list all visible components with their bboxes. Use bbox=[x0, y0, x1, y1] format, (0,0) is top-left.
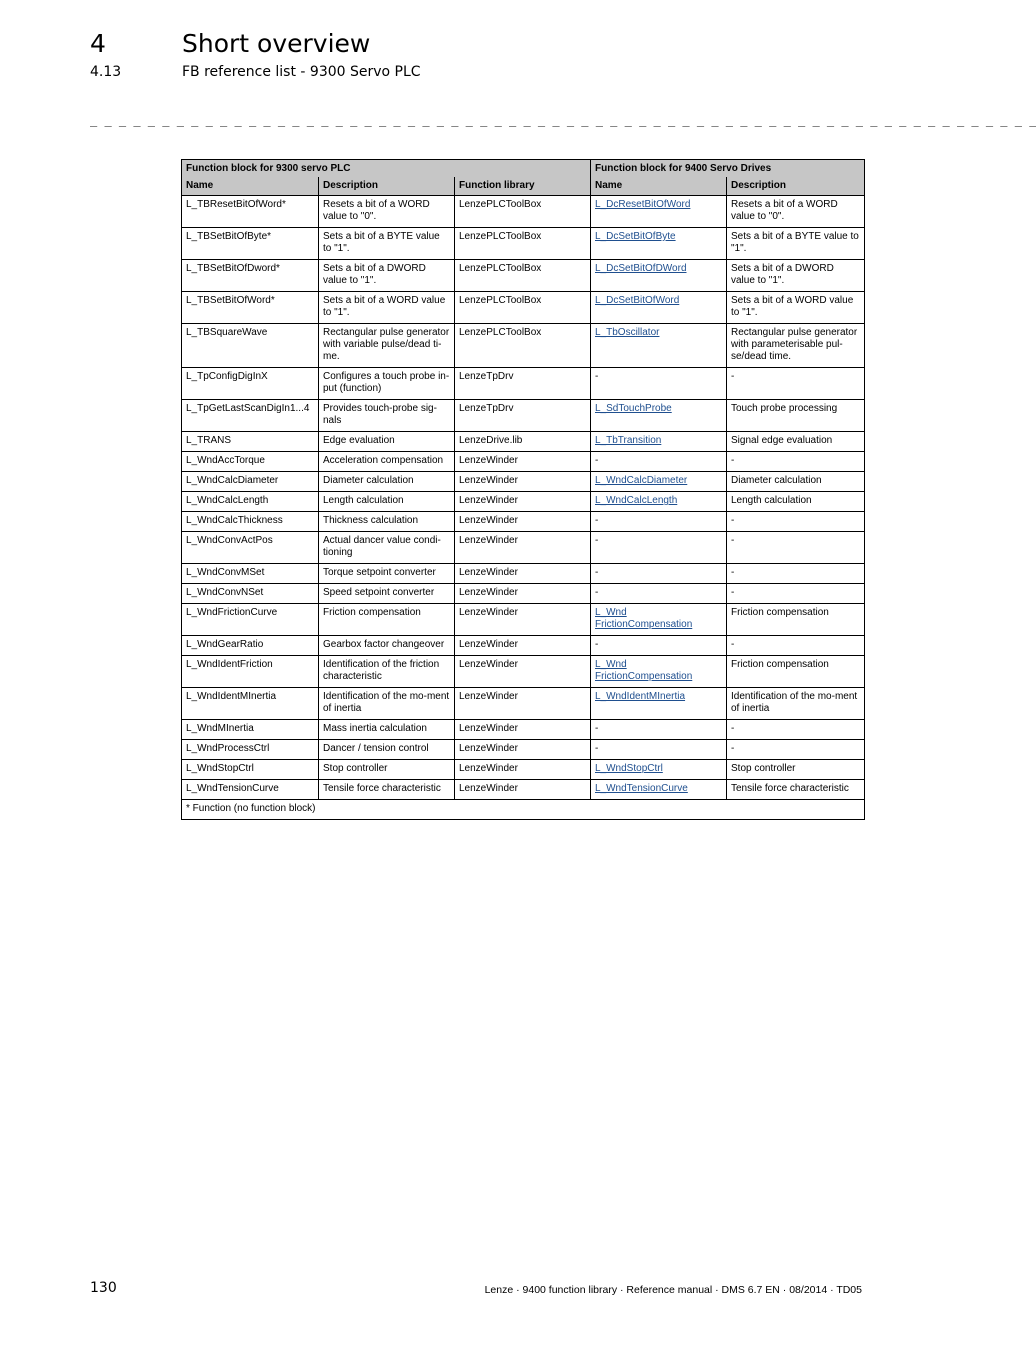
cell-9400-description: Identification of the mo-ment of inertia bbox=[727, 688, 865, 720]
table-row bbox=[182, 656, 865, 688]
cell-function-library: LenzeWinder bbox=[455, 740, 591, 760]
cell-9300-description: Torque setpoint converter bbox=[319, 564, 455, 584]
cell-9300-description: Sets a bit of a BYTE value to "1". bbox=[319, 228, 455, 260]
cell-9400-description: - bbox=[727, 636, 865, 656]
cell-9300-description: Stop controller bbox=[319, 760, 455, 780]
cell-function-library: LenzeWinder bbox=[455, 688, 591, 720]
cell-9400-description: Resets a bit of a WORD value to "0". bbox=[727, 196, 865, 228]
cell-9300-name: L_WndTensionCurve bbox=[182, 780, 319, 800]
cell-9400-description: - bbox=[727, 452, 865, 472]
cell-9400-name bbox=[591, 432, 727, 452]
table-row bbox=[182, 196, 865, 228]
cell-9300-name: L_WndConvNSet bbox=[182, 584, 319, 604]
cell-9400-description: - bbox=[727, 512, 865, 532]
fb-link[interactable]: L_DcResetBitOfWord bbox=[595, 199, 691, 210]
cell-9400-name bbox=[591, 196, 727, 228]
cell-9300-name: L_WndConvMSet bbox=[182, 564, 319, 584]
cell-9400-name bbox=[591, 260, 727, 292]
cell-9400-description: - bbox=[727, 584, 865, 604]
cell-9300-description: Diameter calculation bbox=[319, 472, 455, 492]
cell-9300-name: L_TpGetLastScanDigIn1...4 bbox=[182, 400, 319, 432]
fb-link[interactable]: L_TbTransition bbox=[595, 435, 662, 446]
document-info: Lenze · 9400 function library · Reference manual · DMS 6.7 EN · 08/2014 · TD05 bbox=[484, 1284, 862, 1296]
cell-9400-name bbox=[591, 656, 727, 688]
cell-9300-name: L_WndStopCtrl bbox=[182, 760, 319, 780]
cell-function-library: LenzeWinder bbox=[455, 492, 591, 512]
column-header-name: Name bbox=[182, 177, 319, 196]
cell-9300-name: L_WndCalcDiameter bbox=[182, 472, 319, 492]
cell-9300-name: L_WndCalcLength bbox=[182, 492, 319, 512]
cell-9400-name: - bbox=[591, 532, 727, 564]
cell-function-library: LenzeWinder bbox=[455, 584, 591, 604]
cell-function-library: LenzeTpDrv bbox=[455, 400, 591, 432]
cell-9400-description: - bbox=[727, 532, 865, 564]
cell-9300-name: L_TpConfigDigInX bbox=[182, 368, 319, 400]
table-row bbox=[182, 720, 865, 740]
cell-9400-name: - bbox=[591, 720, 727, 740]
cell-9400-description: Sets a bit of a DWORD value to "1". bbox=[727, 260, 865, 292]
cell-9400-description: Diameter calculation bbox=[727, 472, 865, 492]
cell-9400-description: Friction compensation bbox=[727, 656, 865, 688]
cell-9400-name bbox=[591, 400, 727, 432]
cell-9400-name: - bbox=[591, 584, 727, 604]
cell-9400-name: - bbox=[591, 512, 727, 532]
cell-9300-name: L_WndIdentMInertia bbox=[182, 688, 319, 720]
cell-function-library: LenzePLCToolBox bbox=[455, 260, 591, 292]
chapter-title: Short overview bbox=[182, 29, 371, 58]
table-row bbox=[182, 452, 865, 472]
table-row bbox=[182, 584, 865, 604]
cell-9400-description: - bbox=[727, 740, 865, 760]
cell-9400-name bbox=[591, 292, 727, 324]
table-row bbox=[182, 292, 865, 324]
cell-9300-name: L_WndIdentFriction bbox=[182, 656, 319, 688]
table-row bbox=[182, 780, 865, 800]
cell-9300-name: L_TBSetBitOfByte* bbox=[182, 228, 319, 260]
cell-9300-description: Sets a bit of a WORD value to "1". bbox=[319, 292, 455, 324]
cell-9300-description: Rectangular pulse generator with variable pulse/dead ti-me. bbox=[319, 324, 455, 368]
table-row bbox=[182, 532, 865, 564]
cell-function-library: LenzeWinder bbox=[455, 564, 591, 584]
cell-9400-description: - bbox=[727, 368, 865, 400]
cell-9400-name: - bbox=[591, 452, 727, 472]
cell-9300-name: L_TRANS bbox=[182, 432, 319, 452]
table-row bbox=[182, 760, 865, 780]
cell-9400-description: Rectangular pulse generator with parameterisable pul-se/dead time. bbox=[727, 324, 865, 368]
cell-9300-description: Actual dancer value condi-tioning bbox=[319, 532, 455, 564]
fb-link[interactable]: L_DcSetBitOfByte bbox=[595, 231, 676, 242]
table-footnote: * Function (no function block) bbox=[182, 800, 865, 820]
cell-9300-description: Friction compensation bbox=[319, 604, 455, 636]
table-column-header bbox=[182, 177, 865, 196]
table-group-header bbox=[182, 160, 865, 178]
cell-9400-name: - bbox=[591, 564, 727, 584]
cell-9400-description: - bbox=[727, 564, 865, 584]
cell-9300-name: L_TBSetBitOfWord* bbox=[182, 292, 319, 324]
cell-9300-description: Edge evaluation bbox=[319, 432, 455, 452]
cell-9400-description: Signal edge evaluation bbox=[727, 432, 865, 452]
section-number: 4.13 bbox=[90, 64, 122, 80]
cell-function-library: LenzeWinder bbox=[455, 604, 591, 636]
cell-9400-name bbox=[591, 604, 727, 636]
fb-link[interactable]: L_WndIdentMInertia bbox=[595, 691, 686, 702]
cell-function-library: LenzeWinder bbox=[455, 452, 591, 472]
fb-link[interactable]: L_WndStopCtrl bbox=[595, 763, 663, 774]
cell-9400-name bbox=[591, 472, 727, 492]
page-number: 130 bbox=[90, 1280, 117, 1296]
cell-9400-description: Stop controller bbox=[727, 760, 865, 780]
cell-9300-description: Dancer / tension control bbox=[319, 740, 455, 760]
cell-function-library: LenzePLCToolBox bbox=[455, 228, 591, 260]
cell-9300-name: L_TBSetBitOfDword* bbox=[182, 260, 319, 292]
cell-9300-name: L_WndMInertia bbox=[182, 720, 319, 740]
cell-9300-description: Speed setpoint converter bbox=[319, 584, 455, 604]
cell-9400-description: Friction compensation bbox=[727, 604, 865, 636]
cell-9300-description: Acceleration compensation bbox=[319, 452, 455, 472]
cell-9300-description: Mass inertia calculation bbox=[319, 720, 455, 740]
cell-9300-name: L_TBResetBitOfWord* bbox=[182, 196, 319, 228]
cell-function-library: LenzeWinder bbox=[455, 780, 591, 800]
cell-9400-description: Length calculation bbox=[727, 492, 865, 512]
fb-link[interactable]: L_SdTouchProbe bbox=[595, 403, 672, 414]
column-header-9400-description: Description bbox=[727, 177, 865, 196]
cell-9400-name bbox=[591, 492, 727, 512]
cell-function-library: LenzePLCToolBox bbox=[455, 324, 591, 368]
section-title: FB reference list - 9300 Servo PLC bbox=[182, 64, 421, 80]
table-row bbox=[182, 564, 865, 584]
cell-9300-name: L_WndFrictionCurve bbox=[182, 604, 319, 636]
cell-9400-description: Sets a bit of a BYTE value to "1". bbox=[727, 228, 865, 260]
table-row bbox=[182, 604, 865, 636]
cell-function-library: LenzeWinder bbox=[455, 760, 591, 780]
column-header-function-library: Function library bbox=[455, 177, 591, 196]
cell-function-library: LenzeWinder bbox=[455, 532, 591, 564]
cell-9300-description: Configures a touch probe in-put (function) bbox=[319, 368, 455, 400]
cell-function-library: LenzeWinder bbox=[455, 512, 591, 532]
fb-link[interactable]: L_Wnd FrictionCompensation bbox=[595, 607, 693, 630]
cell-9300-name: L_TBSquareWave bbox=[182, 324, 319, 368]
fb-reference-table bbox=[181, 159, 865, 820]
table-row bbox=[182, 636, 865, 656]
fb-link[interactable]: L_TbOscillator bbox=[595, 327, 660, 338]
cell-9400-name bbox=[591, 324, 727, 368]
table-row bbox=[182, 400, 865, 432]
column-header-description: Description bbox=[319, 177, 455, 196]
fb-link[interactable]: L_DcSetBitOfDWord bbox=[595, 263, 687, 274]
header-separator: _ _ _ _ _ _ _ _ _ _ _ _ _ _ _ _ _ _ _ _ _ _ _ _ _ _ _ _ _ _ _ _ _ _ _ _ _ _ _ _ _ _ _ _ _ _ _ _ _ _ _ _ _ _ _ _ _ _ _ _ _ _ _ _ _ _ bbox=[90, 113, 1036, 127]
cell-9300-description: Length calculation bbox=[319, 492, 455, 512]
cell-9400-name: - bbox=[591, 740, 727, 760]
fb-link[interactable]: L_WndTensionCurve bbox=[595, 783, 688, 794]
cell-function-library: LenzeWinder bbox=[455, 720, 591, 740]
chapter-number: 4 bbox=[90, 29, 106, 58]
cell-9400-name: - bbox=[591, 636, 727, 656]
table-row bbox=[182, 432, 865, 452]
cell-9300-name: L_WndCalcThickness bbox=[182, 512, 319, 532]
cell-9300-description: Resets a bit of a WORD value to "0". bbox=[319, 196, 455, 228]
cell-9300-description: Identification of the mo-ment of inertia bbox=[319, 688, 455, 720]
fb-link[interactable]: L_Wnd FrictionCompensation bbox=[595, 659, 693, 682]
table-row bbox=[182, 228, 865, 260]
cell-function-library: LenzeWinder bbox=[455, 472, 591, 492]
fb-link[interactable]: L_WndCalcLength bbox=[595, 495, 678, 506]
cell-9300-description: Thickness calculation bbox=[319, 512, 455, 532]
column-header-9400-name: Name bbox=[591, 177, 727, 196]
group-header-9400: Function block for 9400 Servo Drives bbox=[591, 160, 865, 178]
table-row bbox=[182, 492, 865, 512]
table-body bbox=[182, 196, 865, 800]
cell-9300-name: L_WndAccTorque bbox=[182, 452, 319, 472]
table-row bbox=[182, 472, 865, 492]
cell-function-library: LenzeWinder bbox=[455, 656, 591, 688]
table-row bbox=[182, 740, 865, 760]
cell-9400-name bbox=[591, 688, 727, 720]
cell-9300-description: Tensile force characteristic bbox=[319, 780, 455, 800]
cell-9400-description: Touch probe processing bbox=[727, 400, 865, 432]
cell-9400-description: Sets a bit of a WORD value to "1". bbox=[727, 292, 865, 324]
table-row bbox=[182, 512, 865, 532]
cell-function-library: LenzeWinder bbox=[455, 636, 591, 656]
table-row bbox=[182, 368, 865, 400]
table-row bbox=[182, 688, 865, 720]
cell-function-library: LenzeTpDrv bbox=[455, 368, 591, 400]
cell-9400-name bbox=[591, 780, 727, 800]
cell-9400-name bbox=[591, 760, 727, 780]
cell-9400-description: Tensile force characteristic bbox=[727, 780, 865, 800]
cell-9300-description: Provides touch-probe sig-nals bbox=[319, 400, 455, 432]
cell-9300-name: L_WndProcessCtrl bbox=[182, 740, 319, 760]
cell-9400-name: - bbox=[591, 368, 727, 400]
table-row bbox=[182, 324, 865, 368]
cell-9300-name: L_WndConvActPos bbox=[182, 532, 319, 564]
cell-9300-description: Identification of the friction characteristic bbox=[319, 656, 455, 688]
cell-9300-description: Gearbox factor changeover bbox=[319, 636, 455, 656]
cell-function-library: LenzePLCToolBox bbox=[455, 196, 591, 228]
cell-function-library: LenzePLCToolBox bbox=[455, 292, 591, 324]
cell-9400-name bbox=[591, 228, 727, 260]
cell-9300-name: L_WndGearRatio bbox=[182, 636, 319, 656]
cell-function-library: LenzeDrive.lib bbox=[455, 432, 591, 452]
fb-link[interactable]: L_WndCalcDiameter bbox=[595, 475, 688, 486]
cell-9300-description: Sets a bit of a DWORD value to "1". bbox=[319, 260, 455, 292]
fb-link[interactable]: L_DcSetBitOfWord bbox=[595, 295, 680, 306]
cell-9400-description: - bbox=[727, 720, 865, 740]
table-row bbox=[182, 260, 865, 292]
table-footnote-row bbox=[182, 800, 865, 820]
group-header-9300: Function block for 9300 servo PLC bbox=[182, 160, 591, 178]
